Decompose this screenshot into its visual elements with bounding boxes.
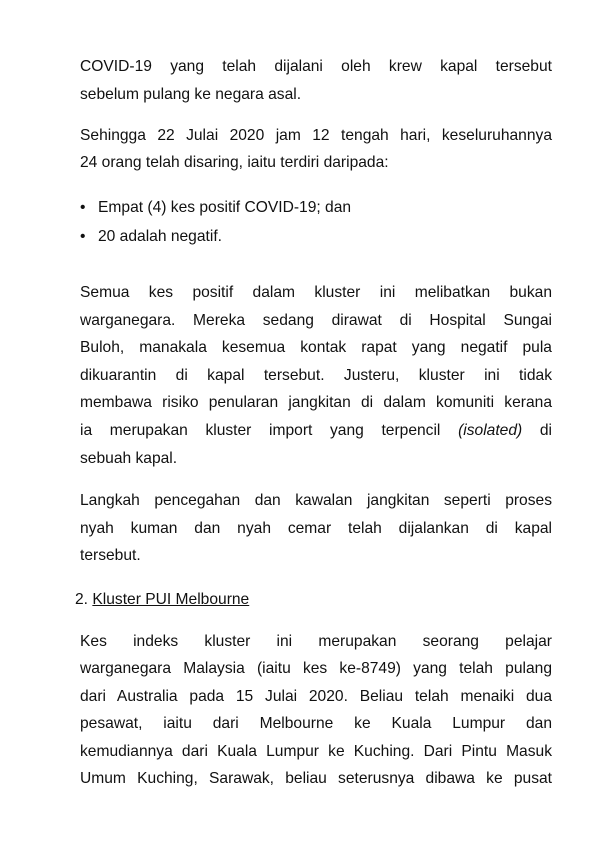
paragraph-line: warganegara Malaysia (iaitu kes ke-8749) yang telah pulang xyxy=(80,660,552,677)
section-title: Kluster PUI Melbourne xyxy=(92,591,250,608)
paragraph-line: pesawat, iaitu dari Melbourne ke Kuala Lumpur dan xyxy=(80,715,552,732)
paragraph-line: Buloh, manakala kesemua kontak rapat yang negatif pula xyxy=(80,339,552,356)
text-run: ia merupakan kluster import yang terpencil xyxy=(80,422,441,439)
bullet-item xyxy=(80,227,222,247)
paragraph-line: Umum Kuching, Sarawak, beliau seterusnya dibawa ke pusat xyxy=(80,770,552,787)
bullet-text: Empat (4) kes positif COVID-19; dan xyxy=(98,199,352,216)
paragraph-line: warganegara. Mereka sedang dirawat di Hospital Sungai xyxy=(80,312,552,329)
bullet-dot-icon: • xyxy=(80,199,86,216)
paragraph-line: COVID-19 yang telah dijalani oleh krew kapal tersebut xyxy=(80,58,552,75)
paragraph-line: sebelum pulang ke negara asal. xyxy=(80,86,302,103)
bullet-dot-icon: • xyxy=(80,228,86,245)
bullet-item xyxy=(80,198,351,218)
paragraph-line: tersebut. xyxy=(80,547,141,564)
paragraph-line: Langkah pencegahan dan kawalan jangkitan seperti proses xyxy=(80,492,552,509)
italic-term: (isolated) xyxy=(458,422,523,439)
paragraph-line: Semua kes positif dalam kluster ini melibatkan bukan xyxy=(80,284,552,301)
section-number: 2. xyxy=(75,591,89,608)
paragraph-line: sebuah kapal. xyxy=(80,450,178,467)
paragraph-line: dari Australia pada 15 Julai 2020. Beliau telah menaiki dua xyxy=(80,688,552,705)
text-run: di xyxy=(539,422,552,439)
paragraph-line: dikuarantin di kapal tersebut. Justeru, kluster ini tidak xyxy=(80,367,552,384)
paragraph-line: Kes indeks kluster ini merupakan seorang pelajar xyxy=(80,633,552,650)
paragraph-line: nyah kuman dan nyah cemar telah dijalankan di kapal xyxy=(80,520,552,537)
bullet-text: 20 adalah negatif. xyxy=(98,228,222,245)
paragraph-line: kemudiannya dari Kuala Lumpur ke Kuching. Dari Pintu Masuk xyxy=(80,743,552,760)
section-heading xyxy=(75,590,249,610)
paragraph-line: membawa risiko penularan jangkitan di dalam komuniti kerana xyxy=(80,394,552,411)
paragraph-line: Sehingga 22 Julai 2020 jam 12 tengah hari, keseluruhannya xyxy=(80,127,552,144)
paragraph-line: 24 orang telah disaring, iaitu terdiri daripada: xyxy=(80,154,389,171)
paragraph-line xyxy=(80,421,552,441)
